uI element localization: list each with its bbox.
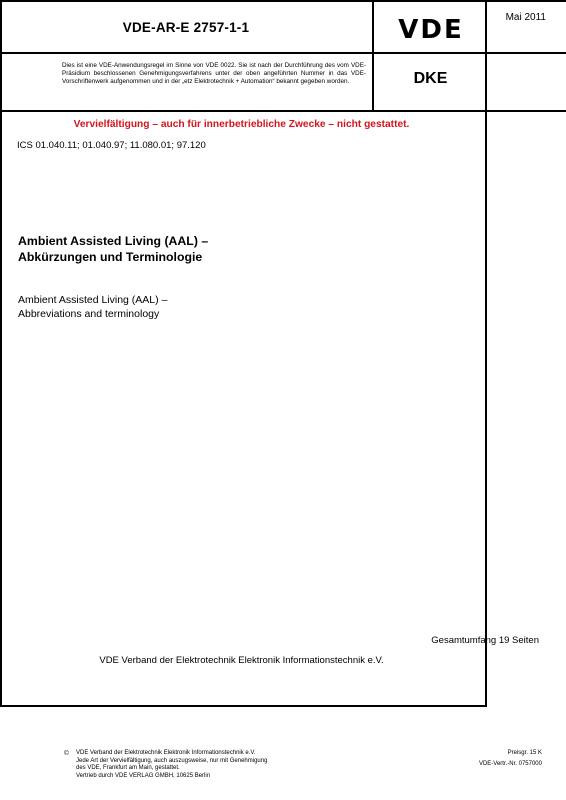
publication-date: Mai 2011 <box>505 12 546 23</box>
title-english-line-1: Ambient Assisted Living (AAL) – <box>18 294 168 306</box>
frame-divider-vertical <box>372 0 374 110</box>
title-german <box>18 234 208 265</box>
publisher-line: VDE Verband der Elektrotechnik Elektronik Informationstechnik e.V. <box>99 655 384 666</box>
title-german-line-2: Abkürzungen und Terminologie <box>18 249 203 264</box>
footer-copyright <box>76 750 267 780</box>
price-group: Preisgr. 15 K <box>507 750 542 756</box>
footer-pricing <box>479 748 542 770</box>
intro-paragraph: Dies ist eine VDE-Anwendungsregel im Sinne von VDE 0022. Sie ist nach der Durchführung des vom VDE-Präsidium beschlossenen Genehmigungsverfahrens unter der oben angeführten Nummer in das VDE-Vorschriftenwerk aufgenommen und in der „etz Elektrotechnik + Automation“ bekannt gegeben worden. <box>62 62 366 86</box>
footer-line-4: Vertrieb durch VDE VERLAG GMBH, 10625 Berlin <box>76 772 211 779</box>
frame-divider-header <box>0 52 566 54</box>
order-number: VDE-Vertr.-Nr. 0757000 <box>478 761 542 767</box>
ics-codes: ICS 01.040.11; 01.040.97; 11.080.01; 97.120 <box>17 140 206 151</box>
document-designation: VDE-AR-E 2757-1-1 <box>122 20 250 35</box>
frame-divider-intro <box>0 110 566 112</box>
footer-line-2: Jede Art der Vervielfältigung, auch auszugsweise, nur mit Genehmigung <box>76 757 268 764</box>
vde-logo <box>385 14 477 42</box>
footer-line-3: des VDE, Frankfurt am Main, gestattet. <box>76 765 180 772</box>
frame-divider-top <box>0 0 566 2</box>
title-english-line-2: Abbreviations and terminology <box>18 307 160 320</box>
total-pages: Gesamtumfang 19 Seiten <box>431 635 539 646</box>
footer-line-1: VDE Verband der Elektrotechnik Elektronik Informationstechnik e.V. <box>76 750 256 756</box>
copyright-symbol: © <box>64 750 69 757</box>
vde-logo-text: VDE <box>398 15 464 42</box>
dke-label: DKE <box>413 70 448 87</box>
title-german-line-1: Ambient Assisted Living (AAL) – <box>18 234 209 248</box>
title-english <box>18 294 167 321</box>
reproduction-notice: Vervielfältigung – auch für innerbetriebliche Zwecke – nicht gestattet. <box>73 119 410 130</box>
